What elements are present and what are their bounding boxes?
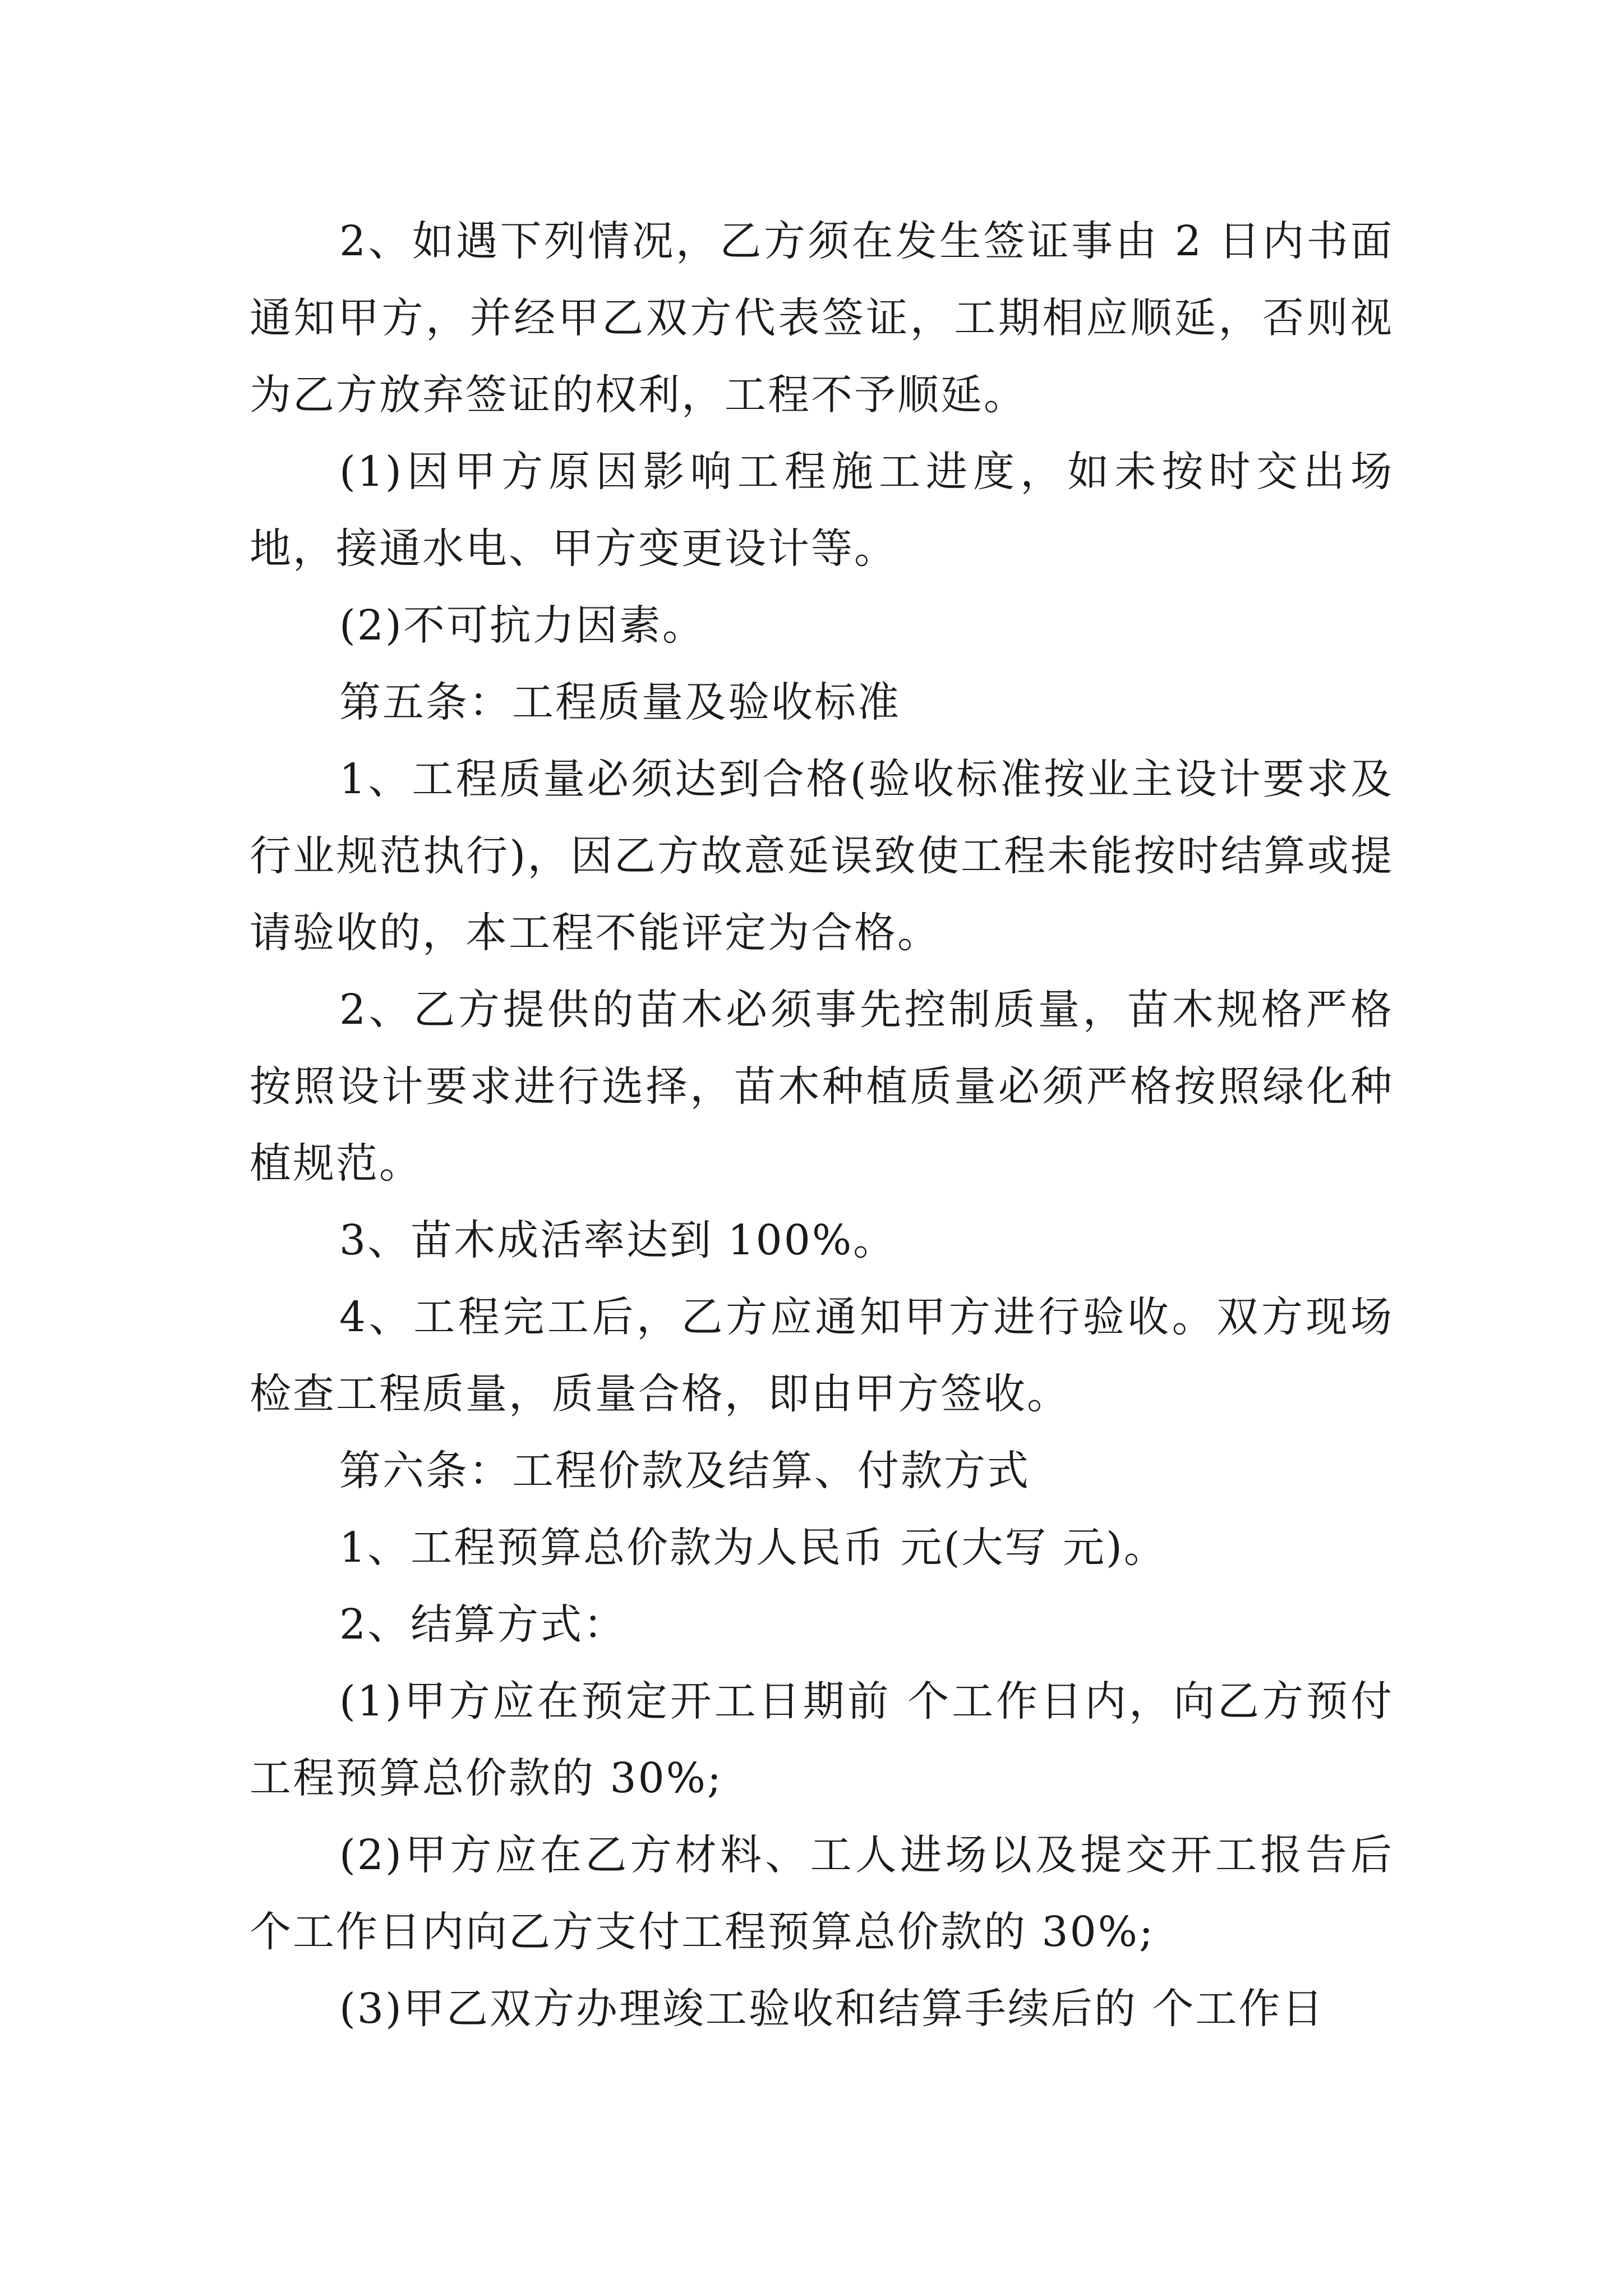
paragraph-total-price: 1、工程预算总价款为人民币 元(大写 元)。 [339, 1524, 1167, 1572]
paragraph-second-payment: (2)甲方应在乙方材料、工人进场以及提交开工报告后 个工作日内向乙方支付工程预算总价款的 30%; [250, 1831, 1394, 1956]
paragraph-seedling-quality: 2、乙方提供的苗木必须事先控制质量，苗木规格严格按照设计要求进行选择，苗木种植质量必须严格按照绿化种植规范。 [250, 986, 1394, 1188]
paragraph-quality-standard: 1、工程质量必须达到合格(验收标准按业主设计要求及行业规范执行)，因乙方故意延误致使工程未能按时结算或提请验收的，本工程不能评定为合格。 [250, 755, 1394, 957]
paragraph-item-2-force-majeure: (2)不可抗力因素。 [339, 601, 706, 650]
section-heading-article-5: 第五条：工程质量及验收标准 [339, 678, 901, 726]
paragraph-item-1-party-a-delay: (1)因甲方原因影响工程施工进度，如未按时交出场地，接通水电、甲方变更设计等。 [250, 448, 1394, 573]
paragraph-visa-notice: 2、如遇下列情况，乙方须在发生签证事由 2 日内书面通知甲方，并经甲乙双方代表签证，工期相应顺延，否则视为乙方放弃签证的权利，工程不予顺延。 [250, 217, 1394, 419]
contract-body [250, 203, 1394, 2047]
paragraph-advance-payment: (1)甲方应在预定开工日期前 个工作日内，向乙方预付工程预算总价款的 30%; [250, 1677, 1394, 1802]
paragraph-final-settlement: (3)甲乙双方办理竣工验收和结算手续后的 个工作日 [339, 1985, 1325, 2033]
paragraph-survival-rate: 3、苗木成活率达到 100%。 [339, 1216, 897, 1264]
section-heading-article-6: 第六条：工程价款及结算、付款方式 [339, 1447, 1030, 1495]
paragraph-acceptance: 4、工程完工后，乙方应通知甲方进行验收。双方现场检查工程质量，质量合格，即由甲方签收。 [250, 1293, 1394, 1418]
paragraph-settlement-method: 2、结算方式： [339, 1600, 627, 1649]
